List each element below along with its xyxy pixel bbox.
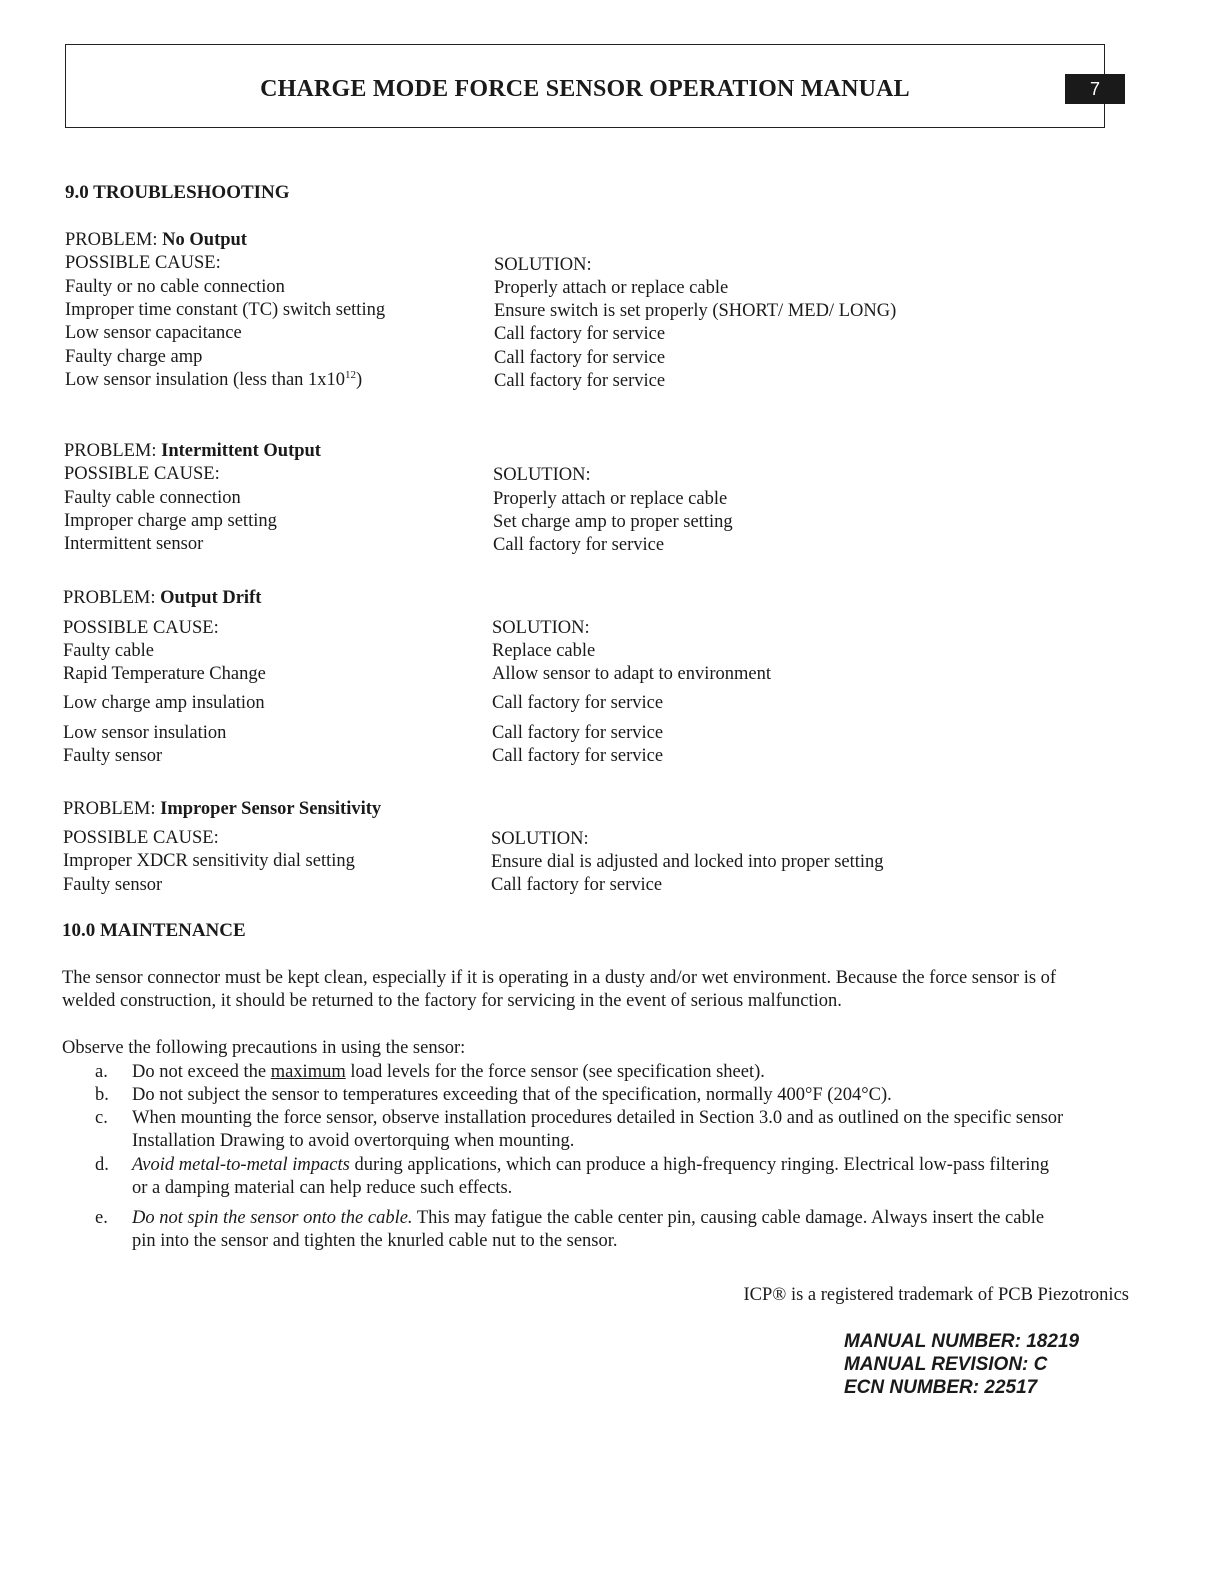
ecn-number: ECN NUMBER: 22517 <box>844 1377 1038 1398</box>
problem-name: No Output <box>162 230 247 250</box>
list-text-part: Do not exceed the <box>132 1062 271 1082</box>
cause-item: Intermittent sensor <box>64 534 204 554</box>
cause-item <box>65 369 362 392</box>
page-title: CHARGE MODE FORCE SENSOR OPERATION MANUAL <box>260 76 910 102</box>
cause-item: Faulty charge amp <box>65 347 203 367</box>
solution-label: SOLUTION: <box>492 618 590 638</box>
maintenance-paragraph-line: The sensor connector must be kept clean, especially if it is operating in a dusty and/or wet environment. Because the force sensor is of <box>62 968 1057 988</box>
solution-item: Call factory for service <box>492 693 664 713</box>
cause-item: Improper XDCR sensitivity dial setting <box>63 851 355 871</box>
problem-line <box>63 587 261 610</box>
solution-item: Properly attach or replace cable <box>493 489 728 509</box>
section-heading-maintenance: 10.0 MAINTENANCE <box>62 920 246 941</box>
cause-label: POSSIBLE CAUSE: <box>64 464 220 484</box>
exponent: 12 <box>345 368 357 381</box>
solution-item: Properly attach or replace cable <box>494 278 729 298</box>
solution-item: Ensure switch is set properly (SHORT/ MED/ LONG) <box>494 301 897 321</box>
manual-revision: MANUAL REVISION: C <box>844 1354 1048 1375</box>
list-text-part: This may fatigue the cable center pin, causing cable damage. Always insert the cable <box>412 1208 1045 1228</box>
cause-label: POSSIBLE CAUSE: <box>63 828 219 848</box>
solution-item: Call factory for service <box>493 535 665 555</box>
cause-item: Low charge amp insulation <box>63 693 265 713</box>
problem-line <box>64 440 321 463</box>
problem-name: Output Drift <box>160 588 262 608</box>
cause-item: Improper charge amp setting <box>64 511 277 531</box>
cause-tail: ) <box>356 370 363 390</box>
list-label: d. <box>95 1155 109 1175</box>
cause-item: Rapid Temperature Change <box>63 664 266 684</box>
list-text: Installation Drawing to avoid overtorquing when mounting. <box>132 1131 575 1151</box>
solution-item: Ensure dial is adjusted and locked into proper setting <box>491 852 884 872</box>
precautions-intro: Observe the following precautions in using the sensor: <box>62 1038 466 1058</box>
cause-item: Faulty cable <box>63 641 154 661</box>
trademark-note: ICP® is a registered trademark of PCB Piezotronics <box>743 1285 1129 1305</box>
underlined-word: maximum <box>270 1062 346 1082</box>
solution-label: SOLUTION: <box>494 255 592 275</box>
list-label: c. <box>95 1108 108 1128</box>
cause-text: Low sensor insulation (less than 1x10 <box>65 370 346 390</box>
cause-item: Low sensor capacitance <box>65 323 242 343</box>
list-text-part: during applications, which can produce a high-frequency ringing. Electrical low-pass filtering <box>349 1155 1050 1175</box>
cause-item: Faulty sensor <box>63 875 163 895</box>
page-number-badge: 7 <box>1065 74 1125 104</box>
italic-phrase: Do not spin the sensor onto the cable. <box>132 1208 413 1228</box>
list-text: Do not subject the sensor to temperatures exceeding that of the specification, normally 400°F (204°C). <box>132 1085 892 1105</box>
list-text: or a damping material can help reduce such effects. <box>132 1178 513 1198</box>
section-heading-troubleshooting: 9.0 TROUBLESHOOTING <box>65 182 290 203</box>
solution-item: Set charge amp to proper setting <box>493 512 733 532</box>
list-label: b. <box>95 1085 109 1105</box>
solution-item: Call factory for service <box>494 348 666 368</box>
solution-label: SOLUTION: <box>491 829 589 849</box>
italic-phrase: Avoid metal-to-metal impacts <box>132 1155 350 1175</box>
problem-name: Intermittent Output <box>161 441 321 461</box>
solution-item: Call factory for service <box>492 746 664 766</box>
solution-item: Allow sensor to adapt to environment <box>492 664 771 684</box>
cause-item: Faulty or no cable connection <box>65 277 285 297</box>
cause-label: POSSIBLE CAUSE: <box>63 618 219 638</box>
list-text <box>132 1154 1132 1177</box>
problem-name: Improper Sensor Sensitivity <box>160 799 382 819</box>
cause-item: Improper time constant (TC) switch setting <box>65 300 386 320</box>
solution-label: SOLUTION: <box>493 465 591 485</box>
solution-item: Replace cable <box>492 641 596 661</box>
list-text <box>132 1061 1132 1084</box>
manual-number: MANUAL NUMBER: 18219 <box>844 1331 1080 1352</box>
problem-line <box>63 798 381 821</box>
list-label: e. <box>95 1208 108 1228</box>
list-text: When mounting the force sensor, observe installation procedures detailed in Section 3.0 and as outlined on the specific sensor <box>132 1108 1064 1128</box>
problem-line <box>65 229 247 252</box>
cause-label: POSSIBLE CAUSE: <box>65 253 221 273</box>
list-text <box>132 1207 1132 1230</box>
solution-item: Call factory for service <box>491 875 663 895</box>
cause-item: Faulty cable connection <box>64 488 241 508</box>
solution-item: Call factory for service <box>492 723 664 743</box>
problem-label: PROBLEM: <box>65 230 163 250</box>
list-label: a. <box>95 1062 108 1082</box>
solution-item: Call factory for service <box>494 371 666 391</box>
problem-label: PROBLEM: <box>63 799 161 819</box>
problem-label: PROBLEM: <box>64 441 162 461</box>
cause-item: Faulty sensor <box>63 746 163 766</box>
list-text: pin into the sensor and tighten the knurled cable nut to the sensor. <box>132 1231 618 1251</box>
problem-label: PROBLEM: <box>63 588 161 608</box>
list-text-part: load levels for the force sensor (see specification sheet). <box>345 1062 765 1082</box>
solution-item: Call factory for service <box>494 324 666 344</box>
maintenance-paragraph-line: welded construction, it should be returned to the factory for servicing in the event of serious malfunction. <box>62 991 842 1011</box>
cause-item: Low sensor insulation <box>63 723 227 743</box>
